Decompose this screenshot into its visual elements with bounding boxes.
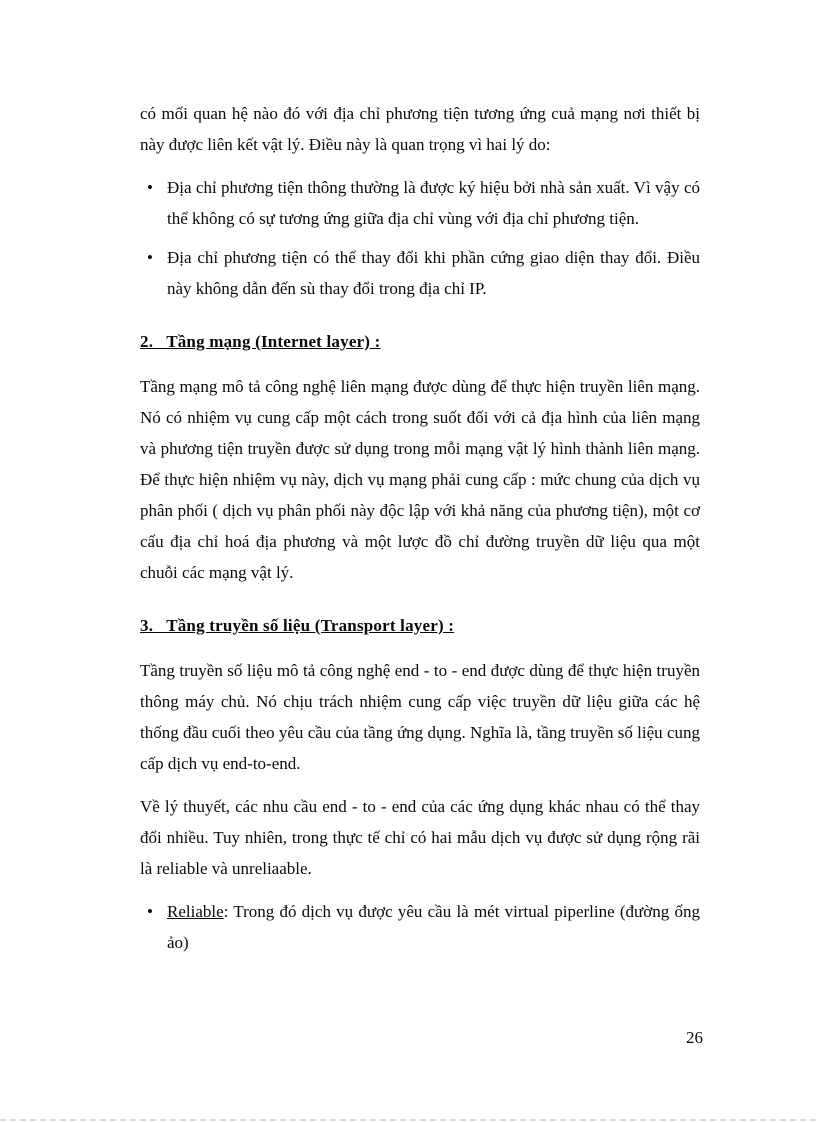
bullet-text [167, 902, 700, 952]
media-address-bullet-list [140, 172, 700, 304]
list-item [140, 172, 700, 234]
section-3-heading: 3. Tầng truyền số liệu (Transport layer) : [140, 616, 455, 635]
bullet-text: Địa chỉ phương tiện có thể thay đổi khi phần cứng giao diện thay đổi. Điều này không dẫn đến sù thay đổi trong địa chỉ IP. [167, 248, 700, 298]
bullet-text: Địa chỉ phương tiện thông thường là được ký hiệu bởi nhà sản xuất. Vì vậy có thể không có sự tương ứng giữa địa chỉ vùng với địa chỉ phương tiện. [167, 178, 700, 228]
reliable-term: Reliable [167, 902, 224, 921]
page-number: 26 [686, 1028, 703, 1047]
section-3-paragraph-1: Tầng truyền số liệu mô tả công nghệ end - to - end được dùng để thực hiện truyền thông máy chủ. Nó chịu trách nhiệm cung cấp việc truyền dữ liệu giữa các hệ thống đầu cuối theo yêu cầu của tầng ứng dụng. Nghĩa là, tầng truyền số liệu cung cấp dịch vụ end-to-end. [140, 661, 700, 773]
section-2-heading: 2. Tầng mạng (Internet layer) : [140, 332, 381, 351]
list-item [140, 242, 700, 304]
page-bottom-divider [0, 1119, 816, 1121]
section-3-paragraph-2: Về lý thuyết, các nhu cầu end - to - end của các ứng dụng khác nhau có thể thay đổi nhiều. Tuy nhiên, trong thực tế chỉ có hai mẫu dịch vụ được sử dụng rộng rãi là reliable và unreliaable. [140, 797, 700, 878]
intro-paragraph: có mối quan hệ nào đó với địa chỉ phương tiện tương ứng cuả mạng nơi thiết bị này được liên kết vật lý. Điều này là quan trọng vì hai lý do: [140, 104, 700, 154]
bullet-icon: • [147, 248, 153, 267]
page-content [140, 98, 700, 972]
bullet-icon: • [147, 902, 153, 921]
list-item [140, 896, 700, 958]
bullet-icon: • [147, 178, 153, 197]
section-2-paragraph: Tầng mạng mô tả công nghệ liên mạng được dùng để thực hiện truyền liên mạng. Nó có nhiệm vụ cung cấp một cách trong suốt đối với cả địa hình của liên mạng và phương tiện truyền được sử dụng trong mỗi mạng vật lý hình thành liên mạng. Để thực hiện nhiệm vụ này, dịch vụ mạng phải cung cấp : mức chung của dịch vụ phân phối ( dịch vụ phân phối này độc lập với khả năng của phương tiện), một cơ cấu địa chỉ hoá địa phương và một lược đồ chỉ đường truyền dữ liệu qua một chuỗi các mạng vật lý. [140, 377, 700, 582]
service-type-bullet-list [140, 896, 700, 958]
reliable-definition: : Trong đó dịch vụ được yêu cầu là mét virtual piperline (đường ống ảo) [167, 902, 700, 952]
